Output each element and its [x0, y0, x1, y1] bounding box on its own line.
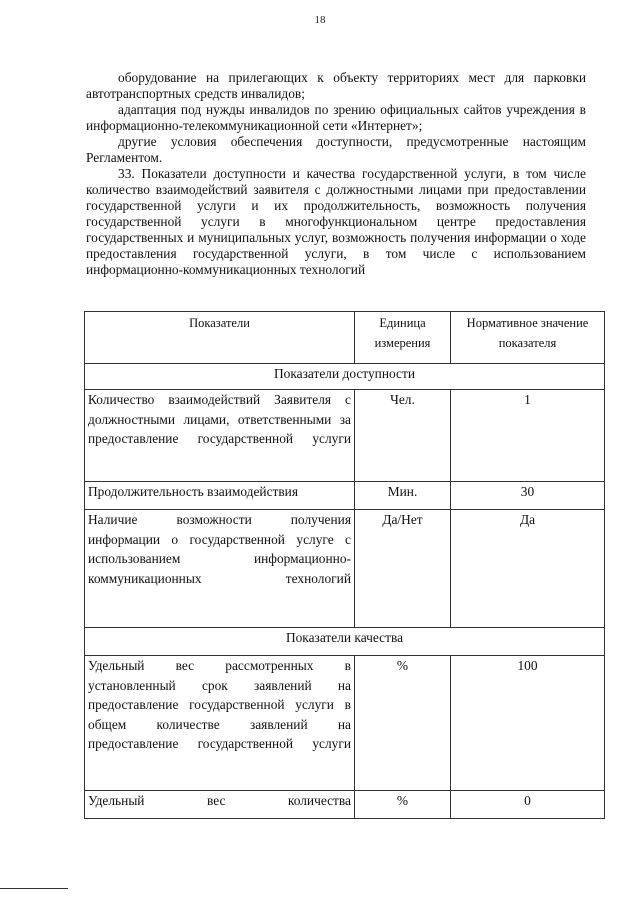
- row-unit: %: [355, 791, 451, 819]
- header-unit: Единица измерения: [355, 312, 451, 364]
- table-header-row: [85, 312, 605, 364]
- row-norm: 30: [451, 482, 605, 510]
- row-norm: 100: [451, 656, 605, 791]
- row-indicator: Удельный вес рассмотренных в установленный срок заявлений на предоставление государственной услуги в общем количестве заявлений на предоставление государственной услуги: [85, 656, 355, 791]
- table-row: [85, 510, 605, 628]
- table-row: [85, 482, 605, 510]
- table-row: [85, 791, 605, 819]
- paragraph-other-conditions: другие условия обеспечения доступности, предусмотренные настоящим Регламентом.: [86, 134, 586, 165]
- header-indicator: Показатели: [85, 312, 355, 364]
- row-indicator: Наличие возможности получения информации о государственной услуге с использованием информационно-коммуникационных технологий: [85, 510, 355, 628]
- row-norm: 0: [451, 791, 605, 819]
- row-indicator: Продолжительность взаимодействия: [85, 482, 355, 510]
- row-unit: Да/Нет: [355, 510, 451, 628]
- paragraph-website: адаптация под нужды инвалидов по зрению официальных сайтов учреждения в информационно-телекоммуникационной сети «Интернет»;: [86, 102, 586, 133]
- row-indicator: Удельный вес количества: [85, 791, 355, 819]
- section-row: [85, 628, 605, 656]
- page-number: 18: [314, 14, 326, 26]
- row-unit: Мин.: [355, 482, 451, 510]
- table-row: [85, 656, 605, 791]
- section-title-accessibility: Показатели доступности: [85, 364, 605, 390]
- body-text: [86, 70, 586, 278]
- row-norm: Да: [451, 510, 605, 628]
- paragraph-parking: оборудование на прилегающих к объекту территориях мест для парковки автотранспортных средств инвалидов;: [86, 70, 586, 101]
- section-title-quality: Показатели качества: [85, 628, 605, 656]
- row-indicator: Количество взаимодействий Заявителя с должностными лицами, ответственными за предоставление государственной услуги: [85, 390, 355, 482]
- row-unit: %: [355, 656, 451, 791]
- indicators-table: [84, 311, 605, 819]
- section-row: [85, 364, 605, 390]
- table-row: [85, 390, 605, 482]
- header-norm: Нормативное значение показателя: [451, 312, 605, 364]
- row-unit: Чел.: [355, 390, 451, 482]
- row-norm: 1: [451, 390, 605, 482]
- paragraph-33-indicators: 33. Показатели доступности и качества государственной услуги, в том числе количество взаимодействий заявителя с должностными лицами при предоставлении государственной услуги и их продолжительность, возможность получения государственной услуги в многофункциональном центре предоставления государственных и муниципальных услуг, возможность получения информации о ходе предоставления государственной услуги, в том числе с использованием информационно-коммуникационных технологий: [86, 166, 586, 277]
- footnote-rule: [0, 888, 68, 889]
